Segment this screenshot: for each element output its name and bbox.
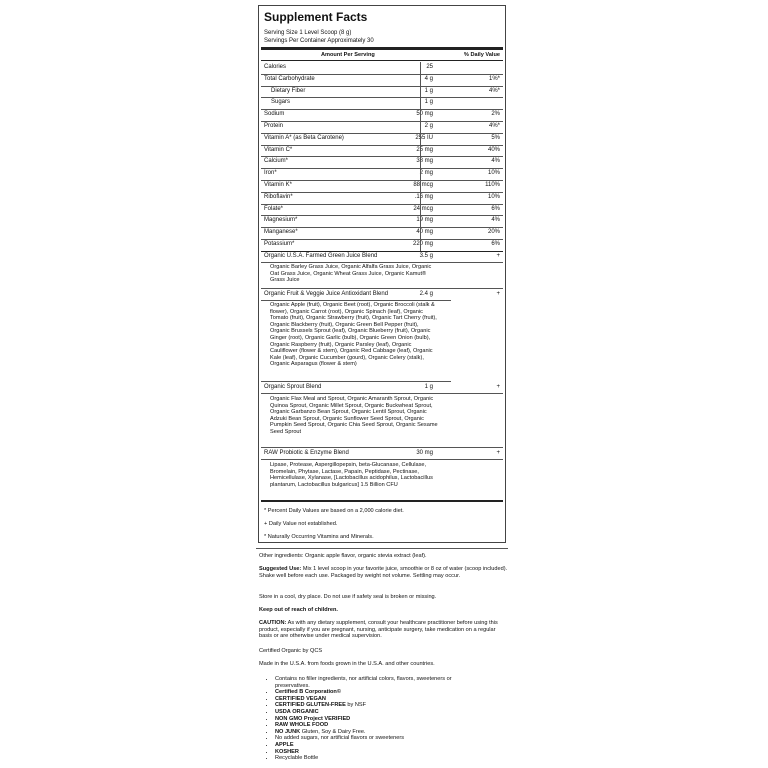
serving-size: Serving Size 1 Level Scoop (8 g) bbox=[264, 30, 352, 36]
footnote-percent-dv: * Percent Daily Values are based on a 2,000 calorie diet. bbox=[264, 508, 404, 514]
header-rule bbox=[261, 60, 503, 61]
list-item: • KOSHER bbox=[275, 749, 475, 756]
supplement-facts-panel bbox=[258, 5, 506, 543]
nutrient-dv: 20% bbox=[487, 229, 500, 236]
nutrient-amount: 24 mcg bbox=[413, 205, 433, 212]
panel-title: Supplement Facts bbox=[264, 10, 368, 24]
nutrient-amount: .16 mg bbox=[414, 193, 433, 200]
certified-organic: Certified Organic by QCS bbox=[259, 648, 323, 654]
blend-dv: + bbox=[496, 291, 500, 297]
nutrient-name: Folate* bbox=[264, 205, 284, 212]
nutrient-name: Vitamin C* bbox=[264, 146, 293, 153]
nutrient-amount: 2 mg bbox=[419, 170, 433, 177]
nutrient-amount: 2 g bbox=[424, 123, 433, 129]
nutrient-amount: 40 mg bbox=[416, 229, 433, 236]
nutrient-amount: 1 g bbox=[424, 87, 433, 94]
nutrient-name: Iron* bbox=[264, 170, 277, 177]
caution-note: CAUTION: As with any dietary supplement, consult your healthcare practitioner before using this product, especially if you are pregnant, nursing, anticipate surgery, take medication on a regular basis or are otherwise under medical supervision. bbox=[259, 620, 498, 640]
list-item: • APPLE bbox=[275, 742, 475, 749]
nutrient-name: Protein bbox=[264, 123, 284, 129]
nutrient-amount: 88 mcg bbox=[413, 182, 433, 188]
daily-value-header: % Daily Value bbox=[463, 52, 500, 58]
blend-row-fruit-veggie bbox=[261, 288, 503, 300]
nutrient-name: Dietary Fiber bbox=[271, 87, 306, 94]
made-in-usa: Made in the U.S.A. from foods grown in the U.S.A. and other countries. bbox=[259, 661, 435, 667]
nutrient-name: Total Carbohydrate bbox=[264, 75, 315, 82]
nutrient-name: Potassium* bbox=[264, 241, 295, 247]
nutrient-name: Sugars bbox=[271, 99, 291, 106]
nutrient-dv: 1%* bbox=[488, 75, 500, 82]
nutrient-dv: 4%* bbox=[488, 123, 500, 129]
nutrient-amount: 38 mg bbox=[416, 158, 433, 165]
nutrient-dv: 10% bbox=[487, 170, 500, 177]
nutrient-name: Calories bbox=[264, 64, 287, 70]
top-rule bbox=[261, 47, 503, 50]
list-item: • NO JUNK Gluten, Soy & Dairy Free. bbox=[275, 729, 475, 736]
blend-name: RAW Probiotic & Enzyme Blend bbox=[264, 450, 349, 456]
nutrient-name: Manganese* bbox=[264, 229, 298, 236]
list-item: • Recyclable Bottle bbox=[275, 755, 475, 762]
nutrient-name: Vitamin K* bbox=[264, 182, 292, 188]
list-item: • CERTIFIED GLUTEN-FREE by NSF bbox=[275, 702, 475, 709]
list-item: • USDA ORGANIC bbox=[275, 709, 475, 716]
blend-dv: + bbox=[496, 450, 500, 456]
blend-amount: 30 mg bbox=[416, 450, 433, 456]
nutrient-dv: 2% bbox=[491, 111, 500, 118]
other-ingredients: Other ingredients: Organic apple flavor, organic stevia extract (leaf). bbox=[259, 553, 427, 559]
nutrient-amount: 4 g bbox=[424, 75, 433, 82]
nutrient-name: Calcium* bbox=[264, 158, 289, 165]
blend-ingredients-green-juice: Organic Barley Grass Juice, Organic Alfalfa Grass Juice, Organic Oat Grass Juice, Organic Wheat Grass Juice, Organic Kamut® Grass Juice bbox=[270, 264, 432, 284]
blend-name: Organic Sprout Blend bbox=[264, 384, 322, 390]
list-item: • Contains no filler ingredients, nor artificial colors, flavors, sweeteners or preservatives. bbox=[275, 676, 475, 689]
amount-header: Amount Per Serving bbox=[321, 52, 375, 58]
nutrient-name: Sodium bbox=[264, 111, 285, 118]
list-item: • RAW WHOLE FOOD bbox=[275, 722, 475, 729]
blend-name: Organic Fruit & Veggie Juice Antioxidant Blend bbox=[264, 291, 389, 297]
divider bbox=[261, 393, 503, 394]
nutrient-name: Vitamin A* (as Beta Carotene) bbox=[264, 134, 344, 141]
product-claims-list bbox=[265, 676, 475, 762]
nutrient-dv: 5% bbox=[491, 134, 500, 141]
nutrient-dv: 4% bbox=[491, 217, 500, 224]
nutrient-name: Riboflavin* bbox=[264, 193, 293, 200]
list-item: • Certified B Corporation© bbox=[275, 689, 475, 696]
suggested-use: Suggested Use: Mix 1 level scoop in your favorite juice, smoothie or 8 oz of water (scoop included). Shake well before each use. Packaged by weight not volume. Settling may occur. bbox=[259, 566, 508, 579]
blend-ingredients-fruit-veggie: Organic Apple (fruit), Organic Beet (root), Organic Broccoli (stalk & flower), Organic Carrot (root), Organic Spinach (leaf), Organic Tomato (fruit), Organic Strawberry (fruit), Organic Tart Cherry (fruit), Organic Blackberry (fruit), Organic Green Bell Pepper (fruit), Organic Brussels Sprout (leaf), Organic Blueberry (fruit), Organic Ginger (root), Organic Garlic (bulb), Organic Green Onion (bulb), Organic Raspberry (fruit), Organic Parsley (leaf), Organic Cauliflower (flower & stem), Organic Red Cabbage (leaf), Organic Kale (leaf), Organic Cucumber (gourd), Organic Celery (stalk), Organic Asparagus (flower & stem) bbox=[270, 302, 437, 368]
footnote-dv-not-established: + Daily Value not established. bbox=[264, 521, 338, 527]
blend-amount: 2.4 g bbox=[419, 291, 433, 297]
list-item: • NON GMO Project VERIFIED bbox=[275, 716, 475, 723]
divider bbox=[261, 300, 451, 301]
nutrient-dv: 40% bbox=[487, 146, 500, 153]
blend-ingredients-sprout: Organic Flax Meal and Sprout, Organic Amaranth Sprout, Organic Quinoa Sprout, Organic Millet Sprout, Organic Buckwheat Sprout, Organic Garbanzo Bean Sprout, Organic Lentil Sprout, Organic Adzuki Bean Sprout, Organic Sunflower Seed Sprout, Organic Pumpkin Seed Sprout, Organic Chia Seed Sprout, Organic Sesame Seed Sprout bbox=[270, 396, 438, 435]
footnote-natural-vitamins: * Naturally Occurring Vitamins and Minerals. bbox=[264, 534, 374, 540]
nutrient-dv: 4%* bbox=[488, 87, 500, 94]
nutrient-amount: 1 g bbox=[424, 99, 433, 106]
keep-out-of-reach: Keep out of reach of children. bbox=[259, 607, 338, 613]
storage-note: Store in a cool, dry place. Do not use if safety seal is broken or missing. bbox=[259, 594, 437, 600]
nutrient-amount: 220 mg bbox=[412, 241, 433, 247]
blend-amount: 3.5 g bbox=[419, 253, 433, 259]
nutrient-amount: 50 mg bbox=[416, 111, 433, 118]
blend-name: Organic U.S.A. Farmed Green Juice Blend bbox=[264, 253, 378, 259]
nutrient-amount: 25 mg bbox=[416, 146, 433, 153]
nutrient-amount: 19 mg bbox=[416, 217, 433, 224]
nutrient-name: Magnesium* bbox=[264, 217, 298, 224]
blend-dv: + bbox=[496, 253, 500, 259]
bottom-rule bbox=[261, 500, 503, 502]
divider bbox=[261, 459, 503, 460]
nutrient-amount: 25 bbox=[426, 64, 433, 70]
blend-row-probiotic bbox=[261, 447, 503, 459]
nutrient-amount: 255 IU bbox=[415, 134, 433, 141]
blend-amount: 1 g bbox=[424, 384, 433, 390]
column-divider bbox=[420, 62, 421, 251]
nutrient-dv: 4% bbox=[491, 158, 500, 165]
list-item: • No added sugars, nor artificial flavors or sweeteners bbox=[275, 735, 475, 742]
blend-dv: + bbox=[496, 384, 500, 390]
nutrient-dv: 110% bbox=[485, 182, 500, 188]
servings-per-container: Servings Per Container Approximately 30 bbox=[264, 38, 374, 44]
nutrient-dv: 6% bbox=[491, 241, 500, 247]
section-divider bbox=[256, 548, 508, 549]
blend-row-green-juice bbox=[261, 250, 503, 263]
blend-ingredients-probiotic: Lipase, Protease, Aspergillopepsin, beta-Glucanase, Cellulase, Bromelain, Phytase, Lactase, Papain, Peptidase, Pectinase, Hemicellulase, Xylanase, [Lactobacillus acidophilus, Lactobacillus plantarum, Lactobacillus bulgaricus] 1.5 Billion CFU bbox=[270, 462, 433, 488]
blend-row-sprout bbox=[261, 381, 503, 393]
list-item: • CERTIFIED VEGAN bbox=[275, 696, 475, 703]
nutrient-dv: 6% bbox=[491, 205, 500, 212]
nutrient-dv: 10% bbox=[487, 193, 500, 200]
